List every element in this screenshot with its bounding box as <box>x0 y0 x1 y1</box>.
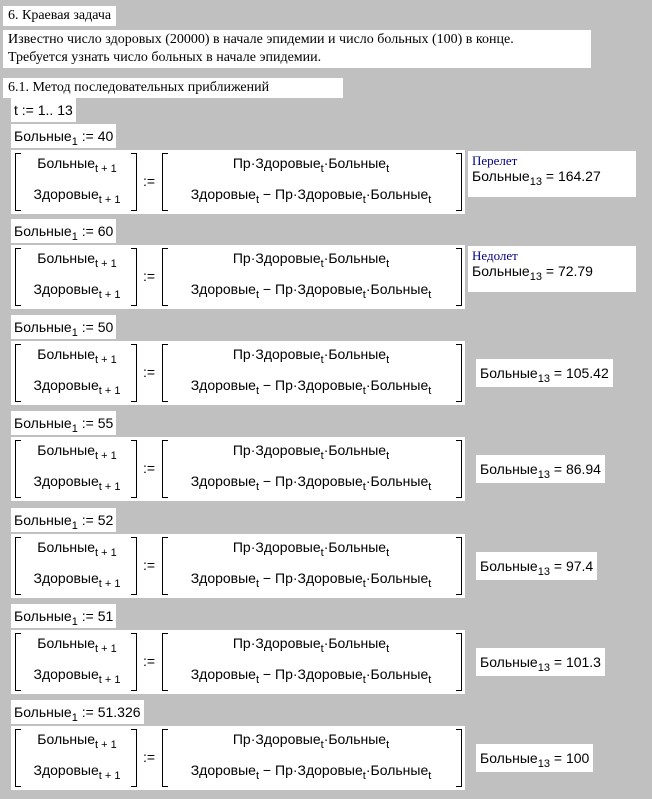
result-readout[interactable] <box>476 359 613 387</box>
rhs-healthy-formula: Здоровые$_t$ − Пр·Здоровые$_t$·Больные$_t$ <box>190 186 432 206</box>
initial-value-definition[interactable]: Больные$_1$ := 50 <box>11 315 116 339</box>
lhs-sick-next: Больные$_{t + 1}$ <box>37 539 117 559</box>
result-annotation: Перелет <box>472 153 518 168</box>
assign-operator: := <box>143 173 156 189</box>
result-readout[interactable] <box>476 455 605 483</box>
recurrence-matrix-equation[interactable] <box>11 437 465 501</box>
left-bracket-close <box>131 633 137 691</box>
recurrence-matrix-equation[interactable] <box>11 245 465 309</box>
rhs-healthy-formula: Здоровые$_t$ − Пр·Здоровые$_t$·Больные$_t$ <box>190 281 432 301</box>
result-value: Больные$_{13}$ = 101.3 <box>480 654 601 674</box>
lhs-healthy-next: Здоровые$_{t + 1}$ <box>33 377 121 397</box>
lhs-sick-next: Больные$_{t + 1}$ <box>37 346 117 366</box>
recurrence-matrix-equation[interactable] <box>11 341 465 405</box>
lhs-sick-next: Больные$_{t + 1}$ <box>37 635 117 655</box>
rhs-sick-formula: Пр·Здоровые$_t$·Больные$_t$ <box>232 442 390 462</box>
initial-value-definition[interactable]: Больные$_1$ := 51.326 <box>11 700 144 724</box>
initial-value-definition[interactable]: Больные$_1$ := 51 <box>11 604 116 628</box>
rhs-healthy-formula: Здоровые$_t$ − Пр·Здоровые$_t$·Больные$_t$ <box>190 377 432 397</box>
assign-operator: := <box>143 364 156 380</box>
recurrence-matrix-equation[interactable] <box>11 726 465 790</box>
right-bracket-close <box>456 344 462 402</box>
assign-operator: := <box>143 268 156 284</box>
result-readout[interactable] <box>476 744 593 772</box>
description-line-1: Известно число здоровых (20000) в начале эпидемии и число больных (100) в конце. <box>8 32 514 47</box>
lhs-sick-next: Больные$_{t + 1}$ <box>37 442 117 462</box>
result-value: Больные$_{13}$ = 86.94 <box>480 461 601 481</box>
right-bracket-close <box>456 537 462 595</box>
right-bracket-close <box>456 440 462 498</box>
result-value: Больные$_{13}$ = 72.79 <box>472 263 593 283</box>
left-bracket-close <box>131 248 137 306</box>
right-bracket-close <box>456 153 462 211</box>
left-bracket-close <box>131 537 137 595</box>
initial-value-definition[interactable]: Больные$_1$ := 52 <box>11 508 116 532</box>
right-bracket-close <box>456 729 462 787</box>
initial-value-definition[interactable]: Больные$_1$ := 60 <box>11 219 116 243</box>
assign-operator: := <box>143 557 156 573</box>
lhs-healthy-next: Здоровые$_{t + 1}$ <box>33 762 121 782</box>
assign-operator: := <box>143 749 156 765</box>
initial-value-definition[interactable]: Больные$_1$ := 55 <box>11 411 116 435</box>
lhs-sick-next: Больные$_{t + 1}$ <box>37 155 117 175</box>
rhs-sick-formula: Пр·Здоровые$_t$·Больные$_t$ <box>232 346 390 366</box>
lhs-sick-next: Больные$_{t + 1}$ <box>37 250 117 270</box>
result-value: Больные$_{13}$ = 164.27 <box>472 168 601 188</box>
rhs-sick-formula: Пр·Здоровые$_t$·Больные$_t$ <box>232 731 390 751</box>
problem-description <box>3 30 591 68</box>
assign-operator: := <box>143 653 156 669</box>
left-bracket-close <box>131 729 137 787</box>
result-readout[interactable] <box>476 648 605 676</box>
recurrence-matrix-equation[interactable] <box>11 630 465 694</box>
result-readout[interactable] <box>468 246 636 292</box>
result-value: Больные$_{13}$ = 100 <box>480 750 590 770</box>
rhs-healthy-formula: Здоровые$_t$ − Пр·Здоровые$_t$·Больные$_t$ <box>190 666 432 686</box>
section-title: 6. Краевая задача <box>3 6 116 26</box>
left-bracket-close <box>131 344 137 402</box>
assign-operator: := <box>143 460 156 476</box>
description-line-2: Требуется узнать число больных в начале эпидемии. <box>8 50 322 65</box>
rhs-sick-formula: Пр·Здоровые$_t$·Больные$_t$ <box>232 155 390 175</box>
left-bracket-close <box>131 153 137 211</box>
lhs-healthy-next: Здоровые$_{t + 1}$ <box>33 666 121 686</box>
initial-value-definition[interactable]: Больные$_1$ := 40 <box>11 124 116 148</box>
result-value: Больные$_{13}$ = 105.42 <box>480 365 609 385</box>
result-value: Больные$_{13}$ = 97.4 <box>480 558 594 578</box>
subsection-title: 6.1. Метод последовательных приближений <box>3 78 343 98</box>
lhs-healthy-next: Здоровые$_{t + 1}$ <box>33 186 121 206</box>
result-annotation: Недолет <box>472 248 518 263</box>
recurrence-matrix-equation[interactable] <box>11 534 465 598</box>
rhs-healthy-formula: Здоровые$_t$ − Пр·Здоровые$_t$·Больные$_t$ <box>190 473 432 493</box>
lhs-healthy-next: Здоровые$_{t + 1}$ <box>33 570 121 590</box>
rhs-healthy-formula: Здоровые$_t$ − Пр·Здоровые$_t$·Больные$_t$ <box>190 570 432 590</box>
rhs-sick-formula: Пр·Здоровые$_t$·Больные$_t$ <box>232 250 390 270</box>
lhs-healthy-next: Здоровые$_{t + 1}$ <box>33 281 121 301</box>
rhs-healthy-formula: Здоровые$_t$ − Пр·Здоровые$_t$·Больные$_t$ <box>190 762 432 782</box>
lhs-healthy-next: Здоровые$_{t + 1}$ <box>33 473 121 493</box>
rhs-sick-formula: Пр·Здоровые$_t$·Больные$_t$ <box>232 539 390 559</box>
left-bracket-close <box>131 440 137 498</box>
result-readout[interactable] <box>468 151 636 197</box>
right-bracket-close <box>456 248 462 306</box>
rhs-sick-formula: Пр·Здоровые$_t$·Больные$_t$ <box>232 635 390 655</box>
recurrence-matrix-equation[interactable] <box>11 150 465 214</box>
result-readout[interactable] <box>476 552 597 580</box>
range-definition[interactable]: t := 1.. 13 <box>11 98 76 122</box>
lhs-sick-next: Больные$_{t + 1}$ <box>37 731 117 751</box>
right-bracket-close <box>456 633 462 691</box>
